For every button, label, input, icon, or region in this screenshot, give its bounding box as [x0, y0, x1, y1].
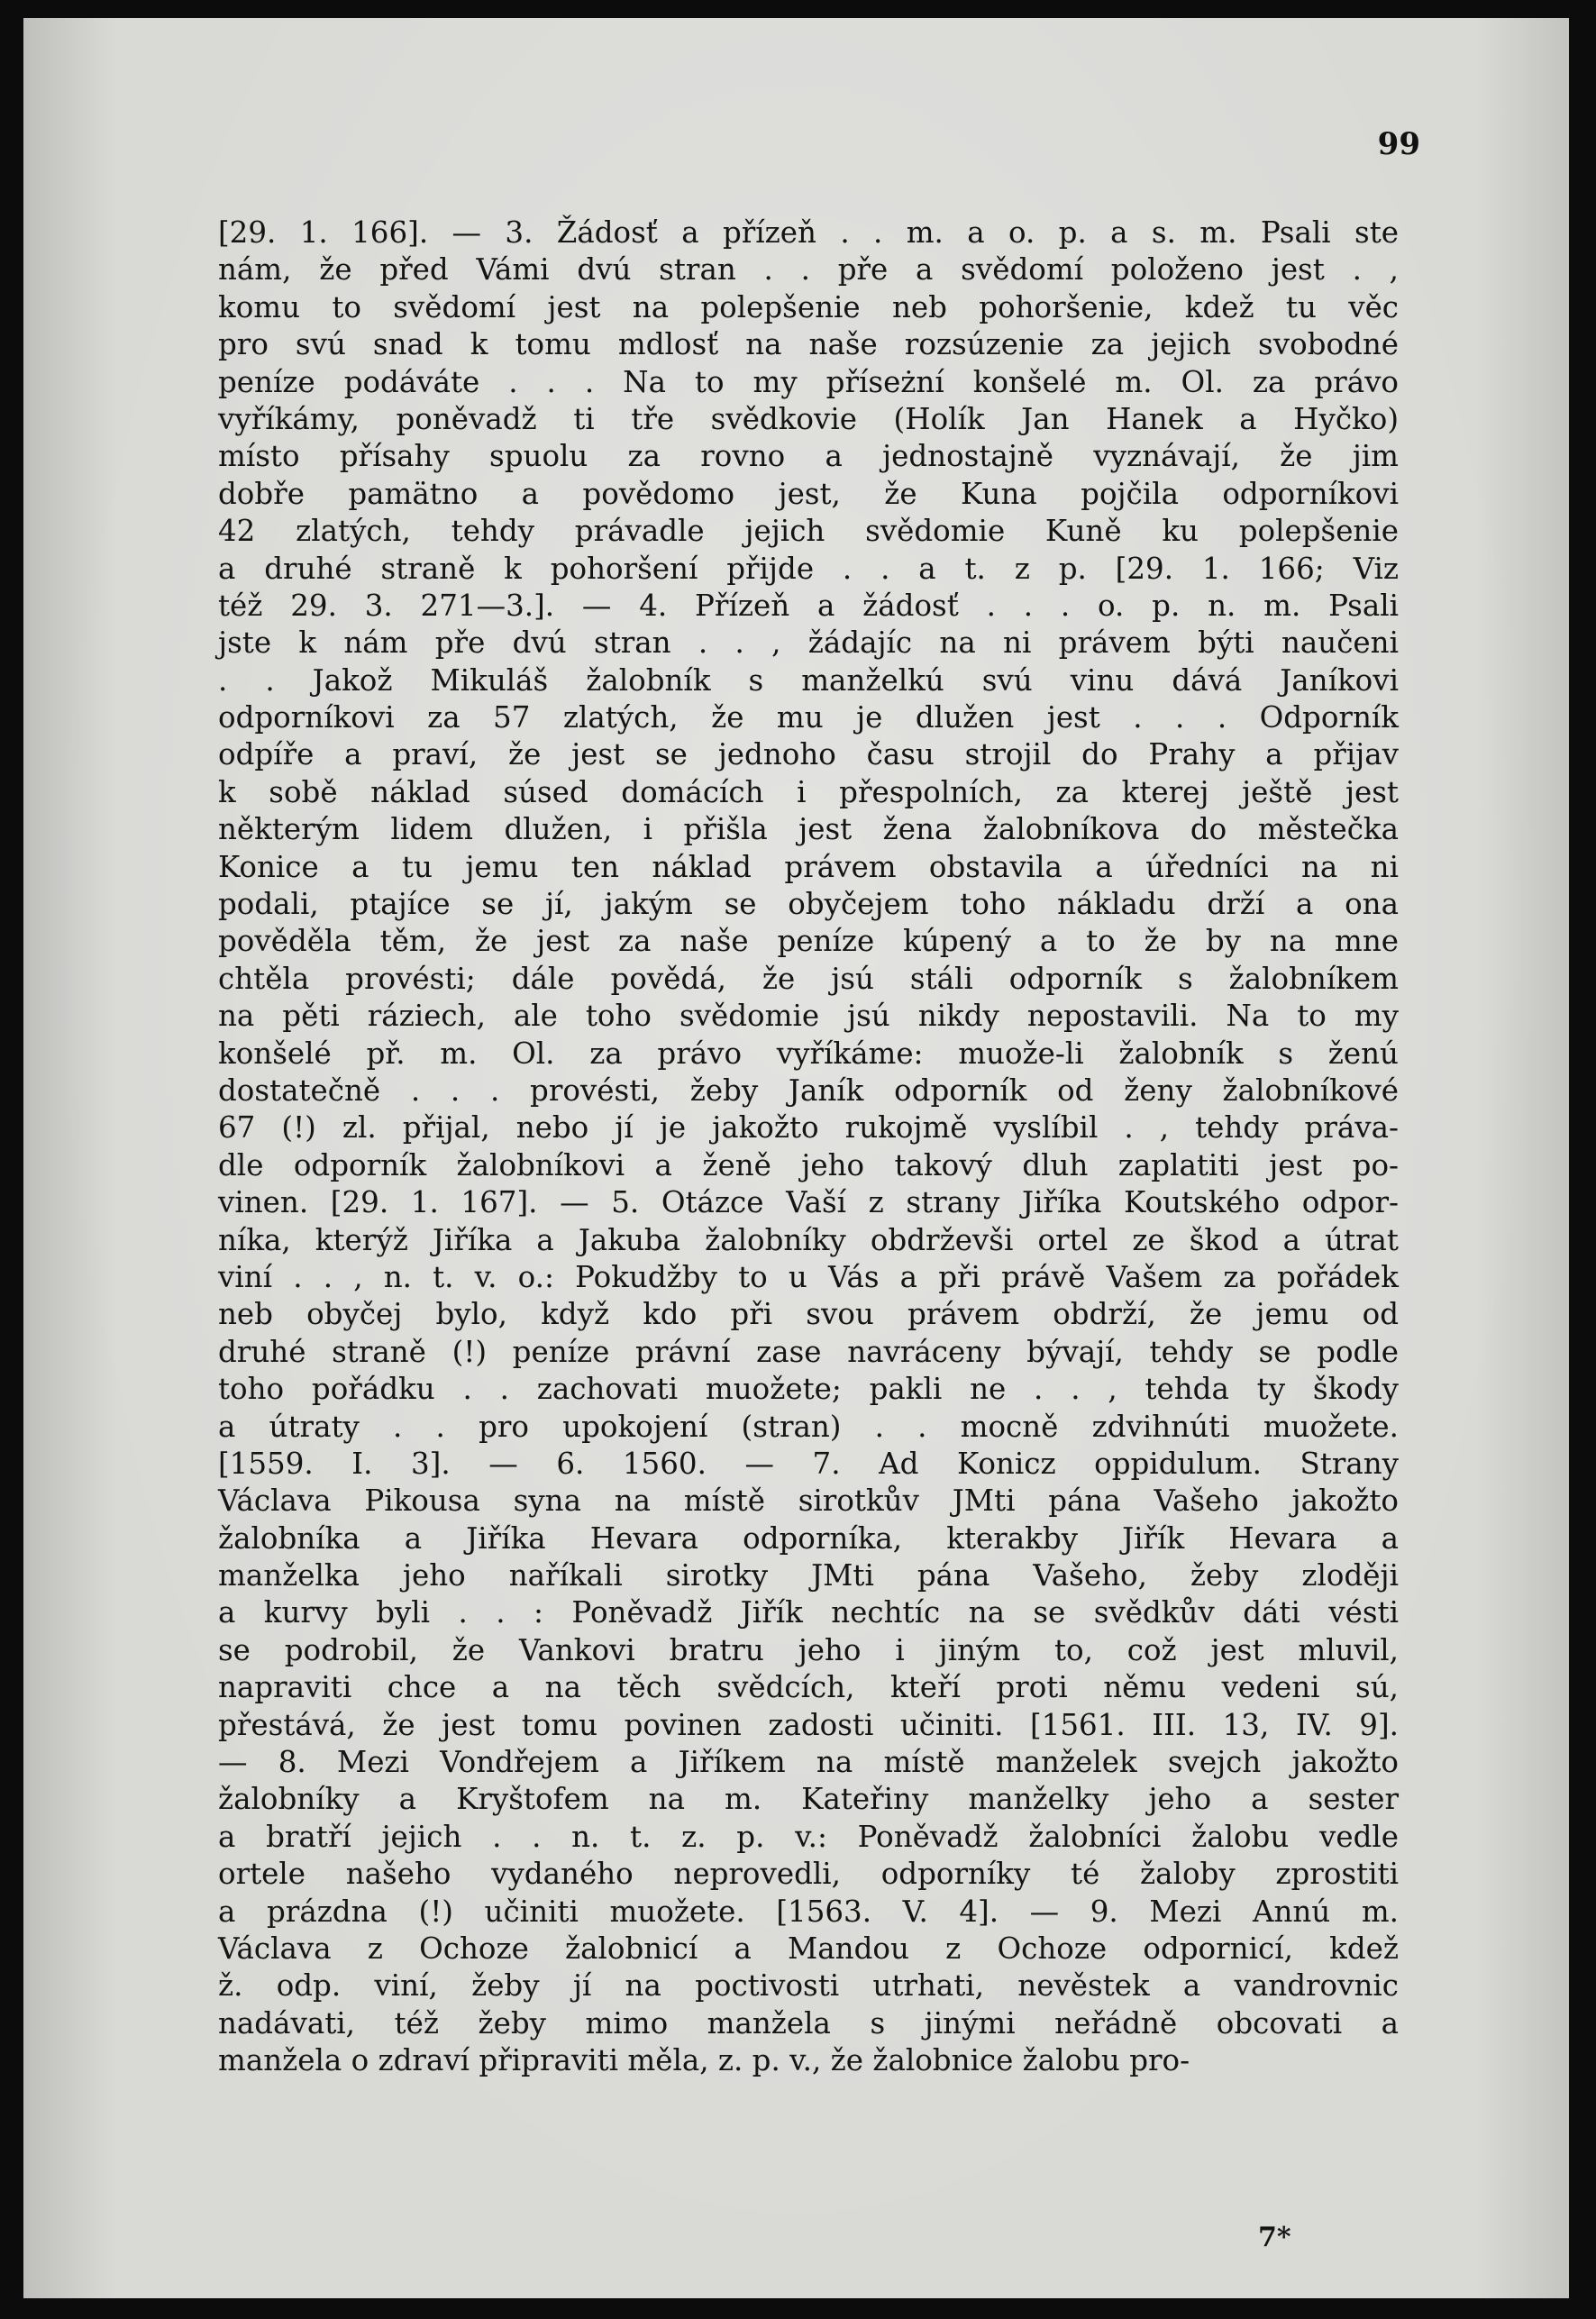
text-line: ortele našeho vydaného neprovedli, odporníky té žaloby zprostiti: [218, 1857, 1399, 1892]
text-line: [29. 1. 166]. — 3. Žádosť a přízeň . . m. a o. p. a s. m. Psali ste: [218, 215, 1399, 250]
text-line: peníze podáváte . . . Na to my příseżní konšelé m. Ol. za právo: [218, 364, 1399, 399]
text-line: pro svú snad k tomu mdlosť na naše rozsúzenie za jejich svobodné: [218, 327, 1399, 362]
text-line: chtěla provésti; dále povědá, že jsú stáli odporník s žalobníkem: [218, 961, 1399, 996]
text-line: 42 zlatých, tehdy právadle jejich svědomie Kuně ku polepšenie: [218, 514, 1399, 549]
text-line: a prázdna (!) učiniti muožete. [1563. V. 4]. — 9. Mezi Annú m.: [218, 1894, 1399, 1929]
text-line: — 8. Mezi Vondřejem a Jiříkem na místě manželek svejch jakožto: [218, 1745, 1399, 1780]
text-line: k sobě náklad súsed domácích i přespolních, za kterej ještě jest: [218, 774, 1399, 809]
text-line: žalobníky a Kryštofem na m. Kateřiny manželky jeho a sester: [218, 1782, 1399, 1817]
body-text: [218, 215, 1399, 2080]
text-line: a druhé straně k pohoršení přijde . . a t. z p. [29. 1. 166; Viz: [218, 551, 1399, 586]
text-line: druhé straně (!) peníze právní zase navráceny bývají, tehdy se podle: [218, 1334, 1399, 1369]
text-line: nadávati, též žeby mimo manžela s jinými neřádně obcovati a: [218, 2005, 1399, 2041]
text-line: a bratří jejich . . n. t. z. p. v.: Poněvadž žalobníci žalobu vedle: [218, 1819, 1399, 1854]
text-line: dobře pamätno a povědomo jest, že Kuna pojčila odporníkovi: [218, 476, 1399, 511]
text-line: na pěti ráziech, ale toho svědomie jsú nikdy nepostavili. Na to my: [218, 999, 1399, 1034]
text-line: 67 (!) zl. přijal, nebo jí je jakožto rukojmě vyslíbil . , tehdy práva-: [218, 1110, 1399, 1146]
text-line: a kurvy byli . . : Poněvadž Jiřík nechtíc na se svědkův dáti vésti: [218, 1595, 1399, 1630]
text-line: komu to svědomí jest na polepšenie neb pohoršenie, kdež tu věc: [218, 289, 1399, 324]
text-line: vyříkámy, poněvadž ti tře svědkovie (Holík Jan Hanek a Hyčko): [218, 401, 1399, 436]
text-line: odpíře a praví, že jest se jednoho času strojil do Prahy a přijav: [218, 737, 1399, 772]
text-line: ž. odp. viní, žeby jí na poctivosti utrhati, nevěstek a vandrovnic: [218, 1968, 1399, 2004]
text-line: viní . . , n. t. v. o.: Pokudžby to u Vás a při právě Vašem za pořádek: [218, 1259, 1399, 1294]
text-line: podali, ptajíce se jí, jakým se obyčejem toho nákladu drží a ona: [218, 887, 1399, 922]
text-line: nám, že před Vámi dvú stran . . pře a svědomí položeno jest . ,: [218, 252, 1399, 288]
text-line: dle odporník žalobníkovi a ženě jeho takový dluh zaplatiti jest po-: [218, 1147, 1399, 1182]
printer-signature-mark: 7*: [1258, 2222, 1291, 2253]
text-line: napraviti chce a na těch svědcích, kteří proti němu vedeni sú,: [218, 1670, 1399, 1705]
text-line: přestává, že jest tomu povinen zadosti učiniti. [1561. III. 13, IV. 9].: [218, 1707, 1399, 1742]
text-line: odporníkovi za 57 zlatých, že mu je dlužen jest . . . Odporník: [218, 700, 1399, 735]
text-line: manžela o zdraví připraviti měla, z. p. v., že žalobnice žalobu pro-: [218, 2043, 1190, 2078]
text-line: dostatečně . . . provésti, žeby Janík odporník od ženy žalobníkové: [218, 1073, 1399, 1108]
text-line: a útraty . . pro upokojení (stran) . . mocně zdvihnúti muožete.: [218, 1409, 1399, 1444]
text-line: vinen. [29. 1. 167]. — 5. Otázce Vaší z strany Jiříka Koutského odpor-: [218, 1185, 1399, 1220]
text-line: se podrobil, že Vankovi bratru jeho i jiným to, což jest mluvil,: [218, 1632, 1399, 1667]
book-page: [23, 18, 1569, 2298]
text-line: Konice a tu jemu ten náklad právem obstavila a úředníci na ni: [218, 849, 1399, 884]
page-number: 99: [1377, 126, 1420, 162]
text-line: některým lidem dlužen, i přišla jest žena žalobníkova do městečka: [218, 812, 1399, 847]
text-line: též 29. 3. 271—3.]. — 4. Přízeň a žádosť . . . o. p. n. m. Psali: [218, 588, 1399, 623]
text-line: toho pořádku . . zachovati muožete; pakli ne . . , tehda ty škody: [218, 1372, 1399, 1407]
text-line: jste k nám pře dvú stran . . , žádajíc na ni právem býti naučeni: [218, 625, 1399, 661]
text-line: pověděla těm, že jest za naše peníze kúpený a to že by na mne: [218, 924, 1399, 959]
text-line: žalobníka a Jiříka Hevara odporníka, kterakby Jiřík Hevara a: [218, 1520, 1399, 1556]
text-line: [1559. I. 3]. — 6. 1560. — 7. Ad Konicz oppidulum. Strany: [218, 1446, 1399, 1481]
text-line: neb obyčej bylo, když kdo při svou právem obdrží, že jemu od: [218, 1297, 1399, 1332]
text-line: místo přísahy spuolu za rovno a jednostajně vyznávají, že jim: [218, 439, 1399, 474]
text-line: manželka jeho naříkali sirotky JMti pána Vašeho, žeby zloději: [218, 1558, 1399, 1593]
text-line: konšelé př. m. Ol. za právo vyříkáme: muože-li žalobník s ženú: [218, 1036, 1399, 1071]
text-line: Václava z Ochoze žalobnicí a Mandou z Ochoze odpornicí, kdež: [218, 1931, 1399, 1966]
text-line: Václava Pikousa syna na místě sirotkův JMti pána Vašeho jakožto: [218, 1484, 1399, 1519]
text-line: níka, kterýž Jiříka a Jakuba žalobníky obdrževši ortel ze škod a útrat: [218, 1222, 1399, 1257]
text-line: . . Jakož Mikuláš žalobník s manželkú svú vinu dává Janíkovi: [218, 662, 1399, 698]
